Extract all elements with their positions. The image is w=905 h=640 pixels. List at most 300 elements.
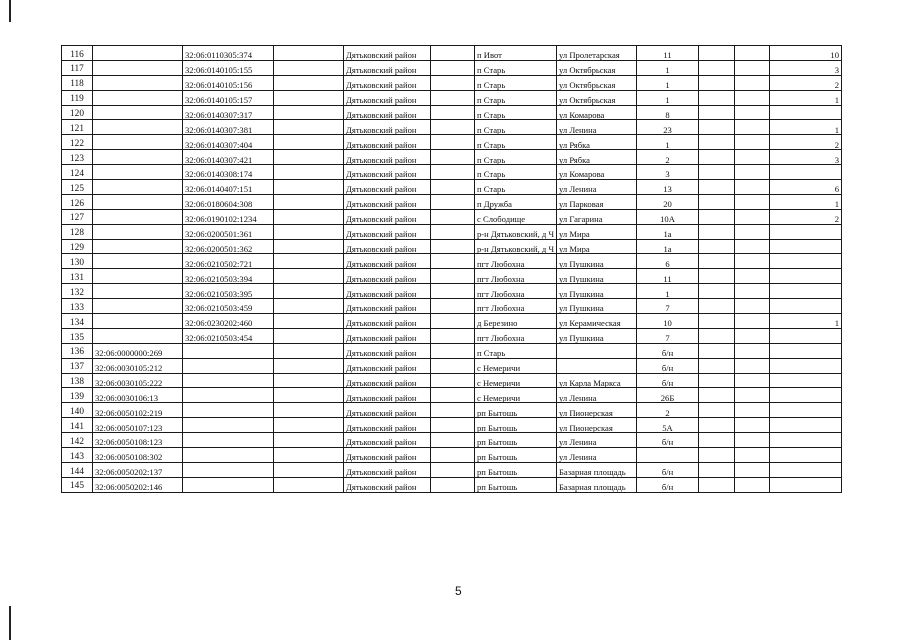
district-cell: Дятьковский район [344, 343, 431, 358]
table-row [62, 90, 842, 105]
row-number: 128 [62, 224, 93, 239]
settlement-cell: рп Бытошь [475, 433, 557, 448]
district-cell: Дятьковский район [344, 403, 431, 418]
count-cell [770, 373, 842, 388]
table-row [62, 254, 842, 269]
cadastral-number-cell: 32:06:0140105:156 [183, 75, 274, 90]
district-cell: Дятьковский район [344, 418, 431, 433]
row-number: 122 [62, 135, 93, 150]
district-cell: Дятьковский район [344, 269, 431, 284]
house-number-cell: 11 [637, 269, 699, 284]
empty-cell [431, 403, 475, 418]
street-cell: ул Керамическая [557, 314, 637, 329]
empty-cell [274, 343, 344, 358]
settlement-cell: р-н Дятьковский, д Ч [475, 224, 557, 239]
count-cell [770, 388, 842, 403]
street-cell [557, 358, 637, 373]
street-cell: ул Ленина [557, 388, 637, 403]
table-row [62, 105, 842, 120]
row-number: 144 [62, 462, 93, 477]
cadastral-number-cell [183, 433, 274, 448]
empty-cell [699, 209, 735, 224]
empty-cell [431, 239, 475, 254]
cadastral-number-cell [93, 194, 183, 209]
count-cell [770, 358, 842, 373]
district-cell: Дятьковский район [344, 373, 431, 388]
count-cell: 10 [770, 46, 842, 61]
empty-cell [431, 448, 475, 463]
house-number-cell: 11 [637, 46, 699, 61]
empty-cell [735, 209, 770, 224]
cadastral-number-cell [93, 46, 183, 61]
house-number-cell: 2 [637, 403, 699, 418]
district-cell: Дятьковский район [344, 75, 431, 90]
empty-cell [431, 343, 475, 358]
district-cell: Дятьковский район [344, 388, 431, 403]
house-number-cell: 5А [637, 418, 699, 433]
empty-cell [699, 358, 735, 373]
count-cell [770, 462, 842, 477]
cadastral-number-cell [183, 358, 274, 373]
street-cell: ул Октябрьская [557, 60, 637, 75]
cadastral-number-cell: 32:06:0140105:155 [183, 60, 274, 75]
empty-cell [431, 105, 475, 120]
table-row [62, 120, 842, 135]
house-number-cell: б/н [637, 477, 699, 492]
empty-cell [735, 180, 770, 195]
cadastral-number-cell: 32:06:0050102:219 [93, 403, 183, 418]
empty-cell [431, 477, 475, 492]
empty-cell [431, 328, 475, 343]
count-cell: 1 [770, 120, 842, 135]
settlement-cell: пгт Любохна [475, 299, 557, 314]
street-cell: ул Гагарина [557, 209, 637, 224]
cadastral-number-cell [93, 135, 183, 150]
cadastral-number-cell [93, 150, 183, 165]
street-cell: ул Пионерская [557, 418, 637, 433]
empty-cell [274, 388, 344, 403]
cadastral-number-cell: 32:06:0050108:302 [93, 448, 183, 463]
house-number-cell: 20 [637, 194, 699, 209]
cadastral-number-cell [93, 224, 183, 239]
empty-cell [699, 180, 735, 195]
empty-cell [274, 462, 344, 477]
district-cell: Дятьковский район [344, 477, 431, 492]
settlement-cell: р-н Дятьковский, д Ч [475, 239, 557, 254]
count-cell [770, 477, 842, 492]
house-number-cell: 13 [637, 180, 699, 195]
empty-cell [274, 180, 344, 195]
street-cell: ул Карла Маркса [557, 373, 637, 388]
row-number: 126 [62, 194, 93, 209]
street-cell: ул Комарова [557, 105, 637, 120]
table-row [62, 462, 842, 477]
count-cell [770, 299, 842, 314]
district-cell: Дятьковский район [344, 194, 431, 209]
land-plots-table [61, 45, 842, 493]
count-cell [770, 165, 842, 180]
empty-cell [274, 105, 344, 120]
district-cell: Дятьковский район [344, 314, 431, 329]
house-number-cell: 23 [637, 120, 699, 135]
empty-cell [735, 299, 770, 314]
count-cell [770, 239, 842, 254]
cadastral-number-cell [183, 373, 274, 388]
district-cell: Дятьковский район [344, 180, 431, 195]
empty-cell [699, 120, 735, 135]
row-number: 139 [62, 388, 93, 403]
district-cell: Дятьковский район [344, 462, 431, 477]
empty-cell [274, 314, 344, 329]
cadastral-number-cell: 32:06:0180604:308 [183, 194, 274, 209]
count-cell [770, 269, 842, 284]
empty-cell [699, 343, 735, 358]
house-number-cell: 1 [637, 135, 699, 150]
house-number-cell: 6 [637, 254, 699, 269]
cadastral-number-cell [93, 239, 183, 254]
empty-cell [699, 90, 735, 105]
street-cell: ул Пушкина [557, 284, 637, 299]
empty-cell [735, 418, 770, 433]
cadastral-number-cell [183, 343, 274, 358]
empty-cell [699, 165, 735, 180]
empty-cell [274, 224, 344, 239]
empty-cell [735, 373, 770, 388]
empty-cell [699, 373, 735, 388]
cadastral-number-cell: 32:06:0210503:459 [183, 299, 274, 314]
row-number: 138 [62, 373, 93, 388]
empty-cell [274, 135, 344, 150]
row-number: 141 [62, 418, 93, 433]
table-row [62, 314, 842, 329]
house-number-cell: 1 [637, 75, 699, 90]
empty-cell [735, 224, 770, 239]
empty-cell [699, 433, 735, 448]
empty-cell [735, 358, 770, 373]
table-row [62, 224, 842, 239]
empty-cell [431, 269, 475, 284]
row-number: 116 [62, 46, 93, 61]
district-cell: Дятьковский район [344, 433, 431, 448]
empty-cell [274, 358, 344, 373]
district-cell: Дятьковский район [344, 90, 431, 105]
settlement-cell: рп Бытошь [475, 477, 557, 492]
house-number-cell: б/н [637, 462, 699, 477]
cadastral-number-cell [93, 60, 183, 75]
street-cell: ул Пушкина [557, 254, 637, 269]
row-number: 117 [62, 60, 93, 75]
empty-cell [699, 403, 735, 418]
count-cell [770, 284, 842, 299]
empty-cell [699, 135, 735, 150]
empty-cell [274, 299, 344, 314]
street-cell: ул Ленина [557, 180, 637, 195]
settlement-cell: п Старь [475, 120, 557, 135]
settlement-cell: д Березино [475, 314, 557, 329]
cadastral-number-cell [93, 269, 183, 284]
table-row [62, 46, 842, 61]
cadastral-number-cell [93, 284, 183, 299]
table-row [62, 269, 842, 284]
empty-cell [431, 75, 475, 90]
empty-cell [699, 60, 735, 75]
empty-cell [431, 60, 475, 75]
empty-cell [274, 254, 344, 269]
district-cell: Дятьковский район [344, 209, 431, 224]
empty-cell [699, 328, 735, 343]
table-row [62, 403, 842, 418]
empty-cell [699, 388, 735, 403]
street-cell: ул Октябрьская [557, 75, 637, 90]
scan-edge-mark [9, 606, 11, 640]
cadastral-number-cell: 32:06:0140307:404 [183, 135, 274, 150]
empty-cell [735, 46, 770, 61]
empty-cell [431, 299, 475, 314]
settlement-cell: рп Бытошь [475, 462, 557, 477]
table-row [62, 75, 842, 90]
street-cell: ул Комарова [557, 165, 637, 180]
cadastral-number-cell [183, 477, 274, 492]
empty-cell [274, 60, 344, 75]
settlement-cell: пгт Любохна [475, 254, 557, 269]
cadastral-number-cell: 32:06:0140407:151 [183, 180, 274, 195]
table-row [62, 165, 842, 180]
empty-cell [735, 433, 770, 448]
settlement-cell: п Старь [475, 60, 557, 75]
house-number-cell: 1 [637, 284, 699, 299]
empty-cell [274, 150, 344, 165]
district-cell: Дятьковский район [344, 135, 431, 150]
cadastral-number-cell: 32:06:0140307:317 [183, 105, 274, 120]
table-row [62, 328, 842, 343]
cadastral-number-cell: 32:06:0200501:362 [183, 239, 274, 254]
cadastral-number-cell [183, 418, 274, 433]
street-cell: Базарная площадь [557, 477, 637, 492]
empty-cell [274, 90, 344, 105]
row-number: 119 [62, 90, 93, 105]
empty-cell [274, 448, 344, 463]
cadastral-number-cell [93, 209, 183, 224]
cadastral-number-cell: 32:06:0210503:454 [183, 328, 274, 343]
table-row [62, 209, 842, 224]
street-cell: ул Ленина [557, 120, 637, 135]
street-cell [557, 343, 637, 358]
count-cell: 1 [770, 90, 842, 105]
cadastral-number-cell [93, 299, 183, 314]
empty-cell [735, 194, 770, 209]
house-number-cell: б/н [637, 358, 699, 373]
empty-cell [274, 209, 344, 224]
row-number: 129 [62, 239, 93, 254]
street-cell: ул Ленина [557, 448, 637, 463]
table-body [62, 46, 842, 493]
street-cell: ул Парковая [557, 194, 637, 209]
empty-cell [735, 328, 770, 343]
street-cell: ул Пушкина [557, 269, 637, 284]
row-number: 127 [62, 209, 93, 224]
count-cell: 3 [770, 60, 842, 75]
cadastral-number-cell: 32:06:0210503:394 [183, 269, 274, 284]
empty-cell [735, 388, 770, 403]
table-row [62, 358, 842, 373]
street-cell: ул Мира [557, 224, 637, 239]
count-cell: 1 [770, 194, 842, 209]
empty-cell [274, 75, 344, 90]
empty-cell [274, 373, 344, 388]
count-cell [770, 343, 842, 358]
settlement-cell: пгт Любохна [475, 284, 557, 299]
empty-cell [431, 135, 475, 150]
empty-cell [735, 150, 770, 165]
street-cell: ул Пушкина [557, 299, 637, 314]
empty-cell [735, 120, 770, 135]
table-row [62, 388, 842, 403]
cadastral-number-cell [93, 75, 183, 90]
settlement-cell: п Старь [475, 180, 557, 195]
empty-cell [274, 239, 344, 254]
district-cell: Дятьковский район [344, 120, 431, 135]
count-cell: 2 [770, 75, 842, 90]
empty-cell [699, 477, 735, 492]
empty-cell [699, 269, 735, 284]
empty-cell [431, 254, 475, 269]
settlement-cell: пгт Любохна [475, 269, 557, 284]
count-cell [770, 418, 842, 433]
settlement-cell: с Слободище [475, 209, 557, 224]
street-cell: ул Пушкина [557, 328, 637, 343]
cadastral-number-cell: 32:06:0200501:361 [183, 224, 274, 239]
empty-cell [735, 254, 770, 269]
count-cell: 2 [770, 135, 842, 150]
cadastral-number-cell: 32:06:0230202:460 [183, 314, 274, 329]
empty-cell [735, 343, 770, 358]
cadastral-number-cell: 32:06:0110305:374 [183, 46, 274, 61]
district-cell: Дятьковский район [344, 254, 431, 269]
cadastral-number-cell: 32:06:0140307:381 [183, 120, 274, 135]
empty-cell [274, 477, 344, 492]
table-row [62, 150, 842, 165]
count-cell [770, 328, 842, 343]
empty-cell [735, 75, 770, 90]
cadastral-number-cell: 32:06:0050107:123 [93, 418, 183, 433]
cadastral-number-cell [93, 105, 183, 120]
district-cell: Дятьковский район [344, 299, 431, 314]
count-cell [770, 105, 842, 120]
settlement-cell: п Ивот [475, 46, 557, 61]
row-number: 130 [62, 254, 93, 269]
settlement-cell: п Старь [475, 165, 557, 180]
empty-cell [431, 90, 475, 105]
empty-cell [274, 403, 344, 418]
cadastral-number-cell [183, 448, 274, 463]
count-cell [770, 403, 842, 418]
table-row [62, 477, 842, 492]
table-row [62, 433, 842, 448]
row-number: 120 [62, 105, 93, 120]
empty-cell [274, 418, 344, 433]
empty-cell [735, 448, 770, 463]
district-cell: Дятьковский район [344, 328, 431, 343]
empty-cell [431, 224, 475, 239]
table-row [62, 180, 842, 195]
cadastral-number-cell: 32:06:0140307:421 [183, 150, 274, 165]
row-number: 124 [62, 165, 93, 180]
empty-cell [735, 135, 770, 150]
empty-cell [431, 462, 475, 477]
house-number-cell: 7 [637, 299, 699, 314]
empty-cell [431, 314, 475, 329]
table-row [62, 448, 842, 463]
row-number: 131 [62, 269, 93, 284]
empty-cell [274, 328, 344, 343]
house-number-cell: б/н [637, 433, 699, 448]
house-number-cell: 26Б [637, 388, 699, 403]
row-number: 140 [62, 403, 93, 418]
cadastral-number-cell [93, 254, 183, 269]
row-number: 135 [62, 328, 93, 343]
row-number: 125 [62, 180, 93, 195]
district-cell: Дятьковский район [344, 165, 431, 180]
district-cell: Дятьковский район [344, 150, 431, 165]
row-number: 132 [62, 284, 93, 299]
empty-cell [274, 194, 344, 209]
empty-cell [735, 462, 770, 477]
settlement-cell: п Старь [475, 90, 557, 105]
empty-cell [431, 165, 475, 180]
empty-cell [431, 180, 475, 195]
settlement-cell: п Старь [475, 75, 557, 90]
empty-cell [274, 120, 344, 135]
empty-cell [699, 239, 735, 254]
empty-cell [699, 224, 735, 239]
settlement-cell: п Старь [475, 105, 557, 120]
count-cell: 3 [770, 150, 842, 165]
table-row [62, 135, 842, 150]
empty-cell [699, 105, 735, 120]
count-cell: 1 [770, 314, 842, 329]
settlement-cell: рп Бытошь [475, 418, 557, 433]
empty-cell [735, 403, 770, 418]
cadastral-number-cell: 32:06:0050202:137 [93, 462, 183, 477]
empty-cell [699, 462, 735, 477]
house-number-cell: б/н [637, 343, 699, 358]
street-cell: ул Ленина [557, 433, 637, 448]
empty-cell [735, 239, 770, 254]
street-cell: ул Рябка [557, 150, 637, 165]
empty-cell [699, 150, 735, 165]
settlement-cell: с Немеричи [475, 358, 557, 373]
settlement-cell: п Дружба [475, 194, 557, 209]
street-cell: ул Рябка [557, 135, 637, 150]
street-cell: Базарная площадь [557, 462, 637, 477]
empty-cell [735, 60, 770, 75]
row-number: 123 [62, 150, 93, 165]
cadastral-number-cell: 32:06:0050202:146 [93, 477, 183, 492]
empty-cell [699, 194, 735, 209]
row-number: 145 [62, 477, 93, 492]
row-number: 133 [62, 299, 93, 314]
cadastral-number-cell [93, 328, 183, 343]
cadastral-number-cell: 32:06:0030106:13 [93, 388, 183, 403]
empty-cell [699, 299, 735, 314]
empty-cell [431, 150, 475, 165]
empty-cell [699, 314, 735, 329]
page-number: 5 [455, 584, 462, 598]
settlement-cell: п Старь [475, 150, 557, 165]
settlement-cell: с Немеричи [475, 373, 557, 388]
count-cell [770, 448, 842, 463]
scan-edge-mark [9, 0, 11, 22]
